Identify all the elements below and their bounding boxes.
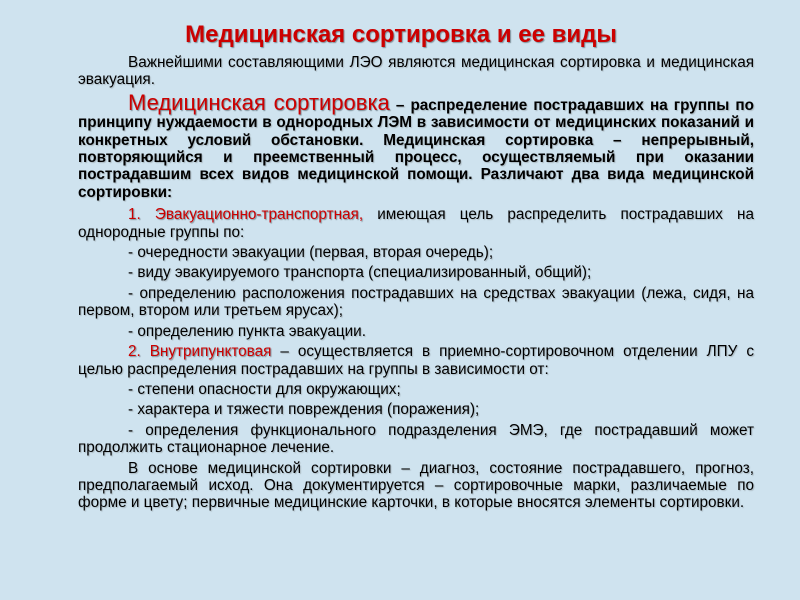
list-item: - определению пункта эвакуации. (128, 322, 366, 340)
type1-paragraph (78, 206, 754, 241)
list-item: - определения функционального подразделения ЭМЭ, где пострадавший может продолжить стационарное лечение. (78, 421, 754, 457)
list-item: - характера и тяжести повреждения (поражения); (128, 401, 480, 419)
intro-paragraph: Важнейшими составляющими ЛЭО являются медицинская сортировка и медицинская эвакуация. (78, 54, 754, 89)
slide-content (78, 54, 754, 512)
type2-term: 2. Внутрипунктовая (128, 343, 272, 361)
list-item: - определению расположения пострадавших на средствах эвакуации (лежа, сидя, на первом, втором или третьем ярусах); (78, 284, 754, 320)
type1-text: имеющая цель распределить пострадавших на однородные группы по: (78, 206, 755, 241)
conclusion-paragraph: В основе медицинской сортировки – диагноз, состояние пострадавшего, прогноз, предполагаемый исход. Она документируется – сортировочные марки, различаемые по форме и цвету; первичные медицинские карточки, в которые вносятся элементы сортировки. (78, 459, 754, 512)
slide-title: Медицинская сортировка и ее виды (185, 21, 617, 48)
list-item: - очередности эвакуации (первая, вторая очередь); (128, 244, 494, 262)
type1-term: 1. Эвакуационно-транспортная, (128, 206, 364, 224)
definition-text: – распределение пострадавших на группы по принципу нуждаемости в однородных ЛЭМ в зависимости от медицинских показаний и конкретных условий обстановки. Медицинская сортировка – непрерывный, повторяющийся и преемственный процесс, осуществляемый при оказании пострадавшим всех видов медицинской помощи. Различают два вида медицинской сортировки: (78, 96, 754, 201)
list-item: - степени опасности для окружающих; (128, 380, 401, 398)
type2-paragraph (78, 343, 754, 378)
definition-term: Медицинская сортировка (128, 89, 390, 115)
definition-paragraph (78, 89, 754, 201)
list-item: - виду эвакуируемого транспорта (специализированный, общий); (128, 264, 592, 282)
type2-text: – осуществляется в приемно-сортировочном отделении ЛПУ с целью распределения пострадавших на группы в зависимости от: (78, 343, 754, 378)
